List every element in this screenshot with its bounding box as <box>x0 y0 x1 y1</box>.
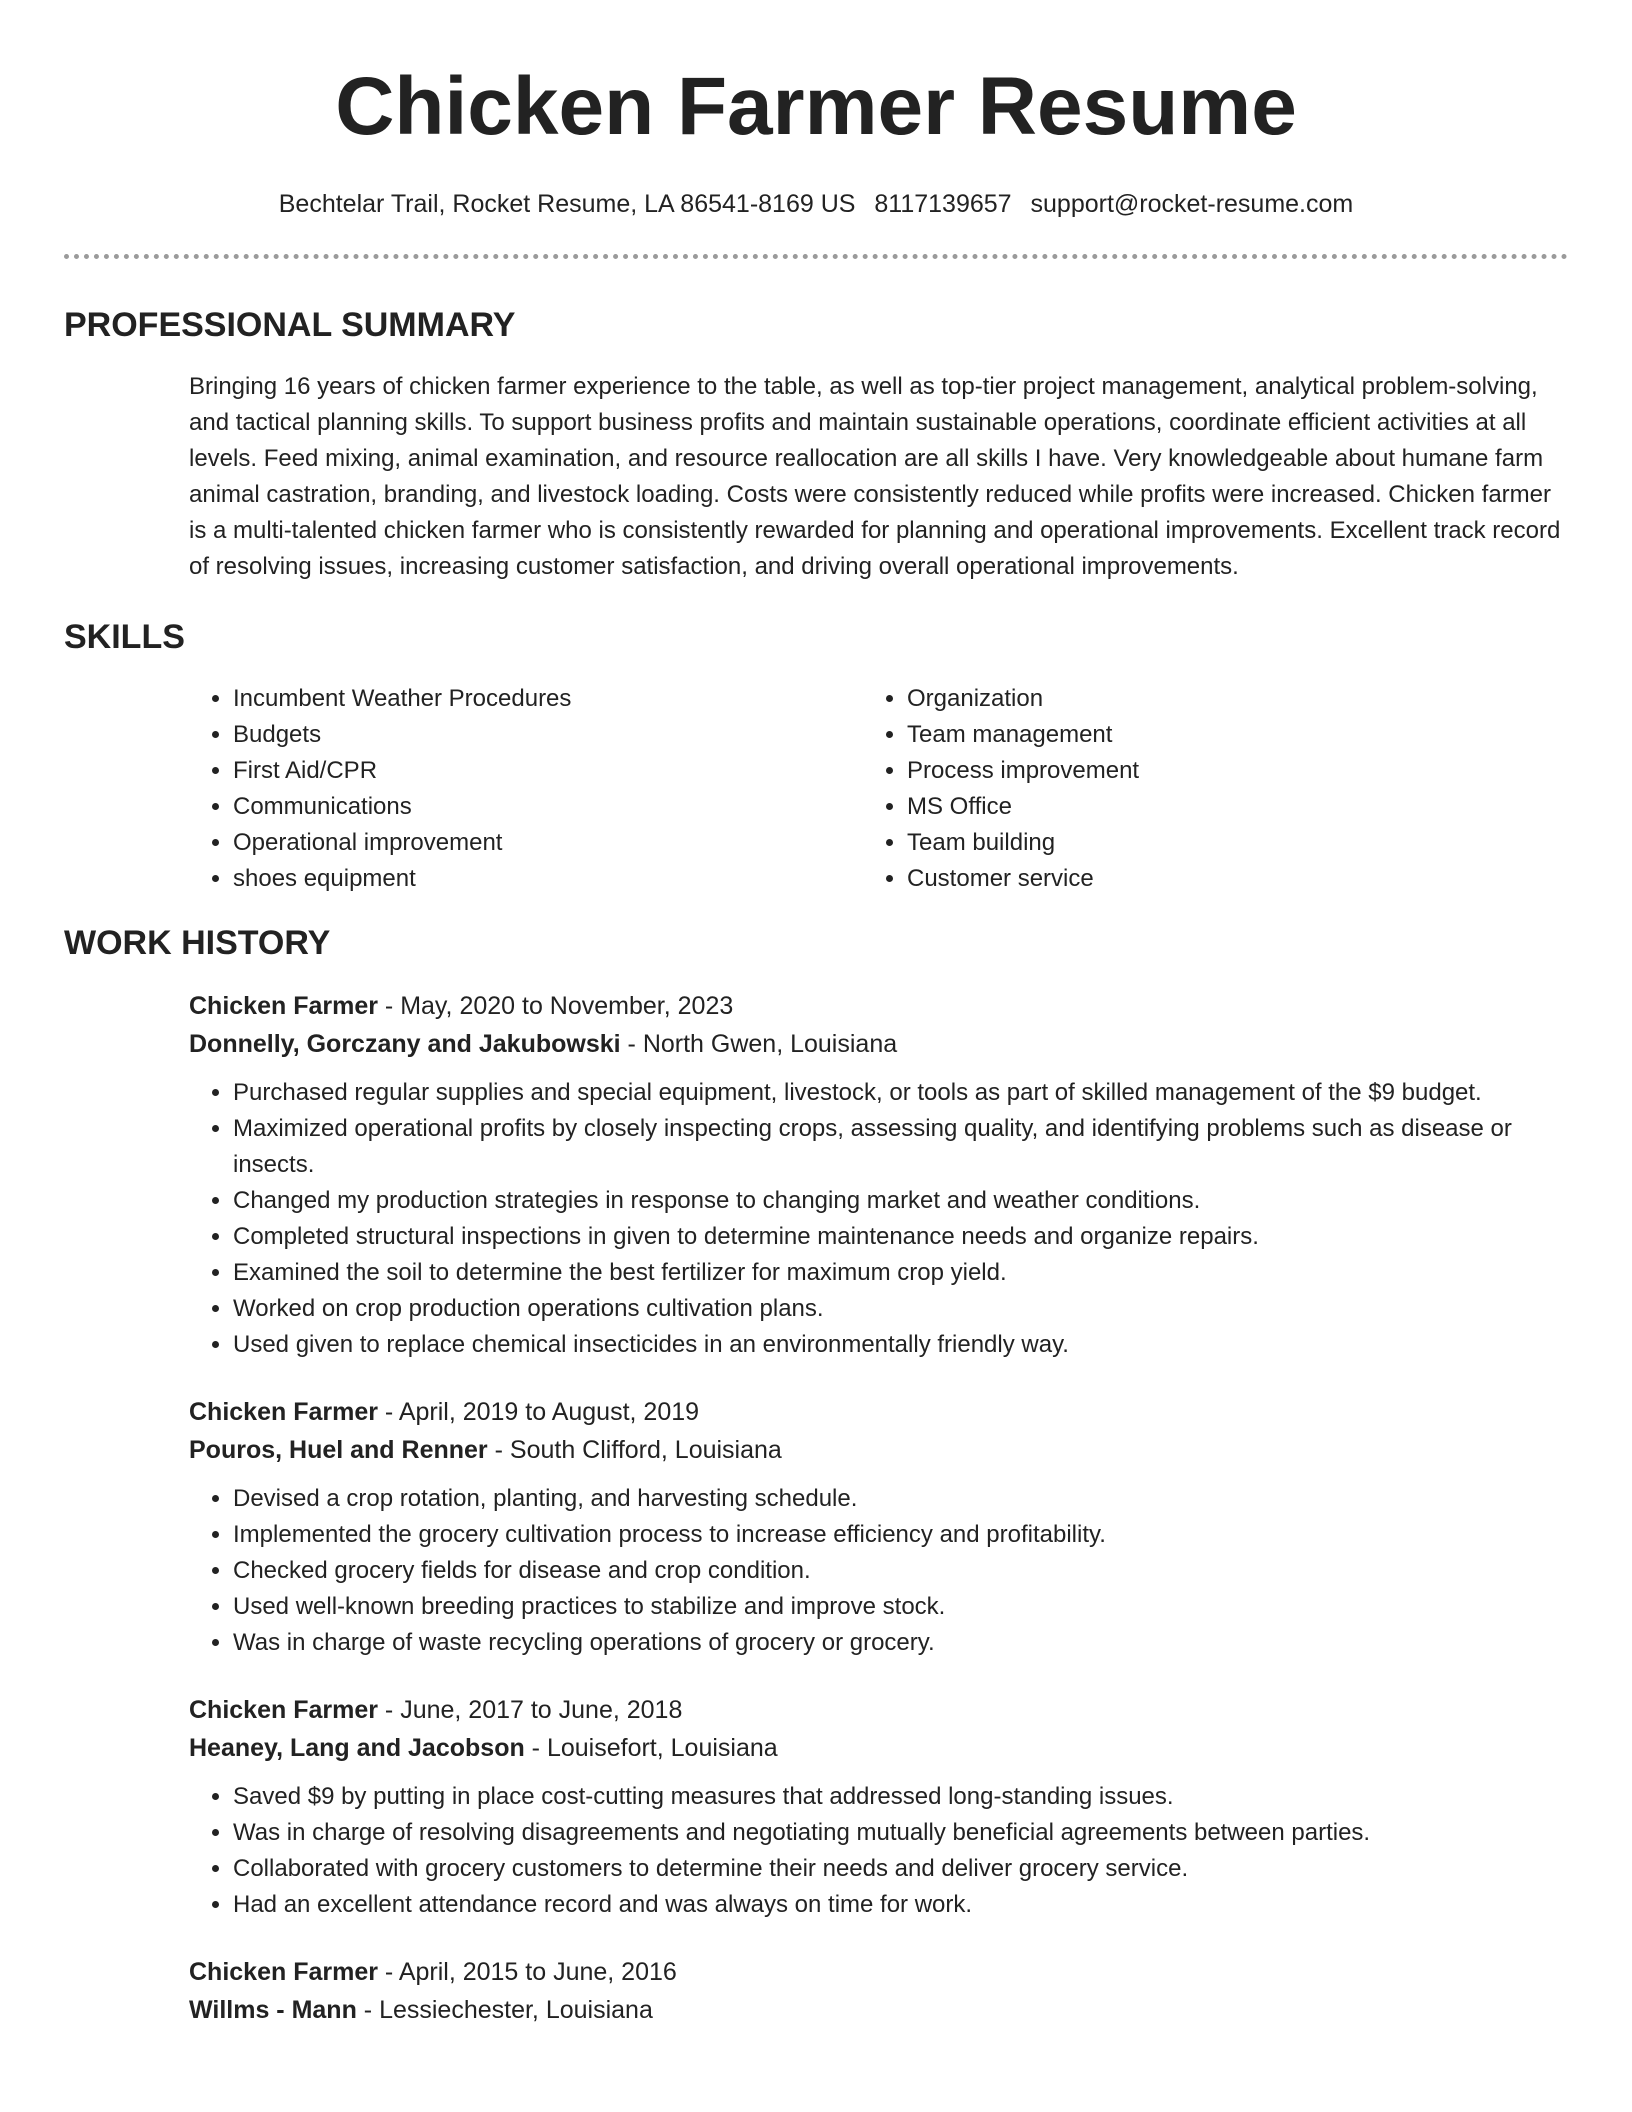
job-bullet: • Completed structural inspections in given to determine maintenance needs and organize repairs. <box>233 1219 1568 1255</box>
job-bullet: • Changed my production strategies in response to changing market and weather conditions. <box>233 1183 1568 1219</box>
job-entry <box>189 987 1568 1363</box>
job-company: Donnelly, Gorczany and Jakubowski <box>189 1030 621 1058</box>
job-bullet: • Purchased regular supplies and special equipment, livestock, or tools as part of skilled management of the $9 budget. <box>233 1075 1568 1111</box>
skill-item: • Communications <box>233 789 863 825</box>
job-company-line: Willms - Mann - Lessiechester, Louisiana <box>189 1996 653 2024</box>
skills-heading: SKILLS <box>64 618 185 656</box>
job-title: Chicken Farmer <box>189 1696 378 1724</box>
contact-line <box>64 186 1568 222</box>
job-bullets <box>189 1481 1568 1661</box>
job-bullet: • Implemented the grocery cultivation process to increase efficiency and profitability. <box>233 1517 1568 1553</box>
job-title: Chicken Farmer <box>189 992 378 1020</box>
skill-item: • First Aid/CPR <box>233 753 863 789</box>
skill-item: • Process improvement <box>907 753 1139 789</box>
skill-item: • shoes equipment <box>233 861 863 897</box>
summary-heading: PROFESSIONAL SUMMARY <box>64 306 516 344</box>
job-location: Louisefort, Louisiana <box>546 1734 778 1762</box>
job-bullet: • Devised a crop rotation, planting, and harvesting schedule. <box>233 1481 1568 1517</box>
job-company: Pouros, Huel and Renner <box>189 1436 488 1464</box>
contact-phone: 8117139657 <box>874 190 1012 218</box>
job-location: South Clifford, Louisiana <box>509 1436 782 1464</box>
job-bullet: • Saved $9 by putting in place cost-cutting measures that addressed long-standing issues. <box>233 1779 1568 1815</box>
job-bullets <box>189 1075 1568 1363</box>
job-bullet: • Maximized operational profits by closely inspecting crops, assessing quality, and identifying problems such as disease or insects. <box>233 1111 1568 1183</box>
job-entry <box>189 1393 1568 1661</box>
job-bullet: • Checked grocery fields for disease and crop condition. <box>233 1553 1568 1589</box>
job-title: Chicken Farmer <box>189 1398 378 1426</box>
job-title-line: Chicken Farmer - June, 2017 to June, 2018 <box>189 1696 683 1724</box>
job-title-line: Chicken Farmer - April, 2019 to August, 2019 <box>189 1398 700 1426</box>
skill-item: • MS Office <box>907 789 1139 825</box>
skill-item: • Team building <box>907 825 1139 861</box>
skill-item: • Team management <box>907 717 1139 753</box>
job-dates: April, 2019 to August, 2019 <box>398 1398 700 1426</box>
job-company: Willms - Mann <box>189 1996 357 2024</box>
header-divider <box>64 254 1568 259</box>
job-bullet: • Used given to replace chemical insecticides in an environmentally friendly way. <box>233 1327 1568 1363</box>
skills-column-right <box>863 681 1139 897</box>
job-dates: June, 2017 to June, 2018 <box>400 1696 683 1724</box>
job-company-line: Heaney, Lang and Jacobson - Louisefort, Louisiana <box>189 1734 778 1762</box>
job-bullet: • Worked on crop production operations cultivation plans. <box>233 1291 1568 1327</box>
skill-item: • Operational improvement <box>233 825 863 861</box>
job-dates: April, 2015 to June, 2016 <box>398 1958 677 1986</box>
contact-address: Bechtelar Trail, Rocket Resume, LA 86541-8169 US <box>278 190 856 218</box>
job-title-line: Chicken Farmer - May, 2020 to November, 2023 <box>189 992 734 1020</box>
job-bullet: • Used well-known breeding practices to stabilize and improve stock. <box>233 1589 1568 1625</box>
job-company-line: Donnelly, Gorczany and Jakubowski - North Gwen, Louisiana <box>189 1030 898 1058</box>
contact-email: support@rocket-resume.com <box>1030 190 1354 218</box>
job-title-line: Chicken Farmer - April, 2015 to June, 2016 <box>189 1958 677 1986</box>
job-bullet: • Had an excellent attendance record and was always on time for work. <box>233 1887 1568 1923</box>
resume-title: Chicken Farmer Resume <box>335 61 1297 152</box>
job-location: Lessiechester, Louisiana <box>379 1996 653 2024</box>
job-location: North Gwen, Louisiana <box>642 1030 898 1058</box>
job-entry <box>189 1953 1568 2029</box>
skill-item: • Customer service <box>907 861 1139 897</box>
job-bullet: • Was in charge of waste recycling operations of grocery or grocery. <box>233 1625 1568 1661</box>
skill-item: • Incumbent Weather Procedures <box>233 681 863 717</box>
job-company-line: Pouros, Huel and Renner - South Clifford, Louisiana <box>189 1436 782 1464</box>
summary-text: Bringing 16 years of chicken farmer experience to the table, as well as top-tier project management, analytical problem-solving, and tactical planning skills. To support business profits and maintain sustainable operations, coordinate efficient activities at all levels. Feed mixing, animal examination, and resource reallocation are all skills I have. Very knowledgeable about humane farm animal castration, branding, and livestock loading. Costs were consistently reduced while profits were increased. Chicken farmer is a multi-talented chicken farmer who is consistently rewarded for planning and operational improvements. Excellent track record of resolving issues, increasing customer satisfaction, and driving overall operational improvements. <box>189 373 1561 580</box>
job-title: Chicken Farmer <box>189 1958 378 1986</box>
job-bullets <box>189 1779 1568 1923</box>
job-bullet: • Was in charge of resolving disagreements and negotiating mutually beneficial agreements between parties. <box>233 1815 1568 1851</box>
skills-column-left <box>189 681 863 897</box>
job-company: Heaney, Lang and Jacobson <box>189 1734 525 1762</box>
job-entry <box>189 1691 1568 1923</box>
skill-item: • Budgets <box>233 717 863 753</box>
job-bullet: • Examined the soil to determine the best fertilizer for maximum crop yield. <box>233 1255 1568 1291</box>
skill-item: • Organization <box>907 681 1139 717</box>
job-bullet: • Collaborated with grocery customers to determine their needs and deliver grocery service. <box>233 1851 1568 1887</box>
job-dates: May, 2020 to November, 2023 <box>400 992 734 1020</box>
skills-grid <box>189 681 1568 897</box>
work-history-heading: WORK HISTORY <box>64 924 331 962</box>
